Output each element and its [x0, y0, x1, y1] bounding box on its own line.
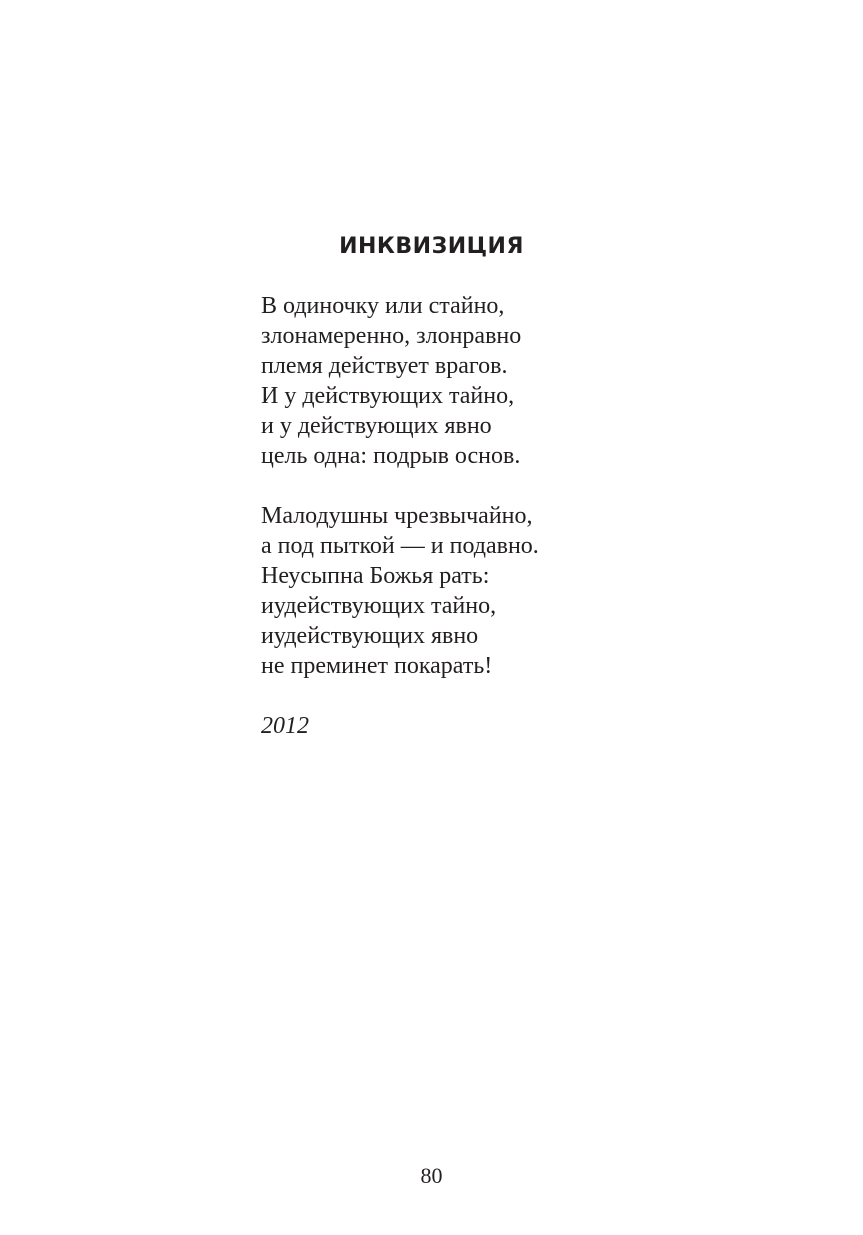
poem-line: цель одна: подрыв основ.: [261, 443, 521, 469]
poem-year: 2012: [261, 713, 309, 739]
poem-line: В одиночку или стайно,: [261, 293, 505, 319]
poem-line: злонамеренно, злонравно: [261, 323, 522, 349]
stanza-2: [261, 501, 821, 681]
poem-line: Малодушны чрезвычайно,: [261, 503, 533, 529]
poem-line: И у действующих тайно,: [261, 383, 515, 409]
page-number: 80: [420, 1163, 443, 1188]
poem-line: не преминет покарать!: [261, 653, 493, 679]
poem-line: иудействующих тайно,: [261, 593, 497, 619]
poem-line: племя действует врагов.: [261, 353, 508, 379]
poem-line: иудействующих явно: [261, 623, 479, 649]
poem-title: ИНКВИЗИЦИЯ: [339, 234, 524, 259]
stanza-1: [261, 291, 821, 471]
poem-line: а под пыткой — и подавно.: [261, 533, 539, 559]
poem-body: [261, 291, 821, 741]
poem-line: и у действующих явно: [261, 413, 492, 439]
poem-line: Неусыпна Божья рать:: [261, 563, 490, 589]
